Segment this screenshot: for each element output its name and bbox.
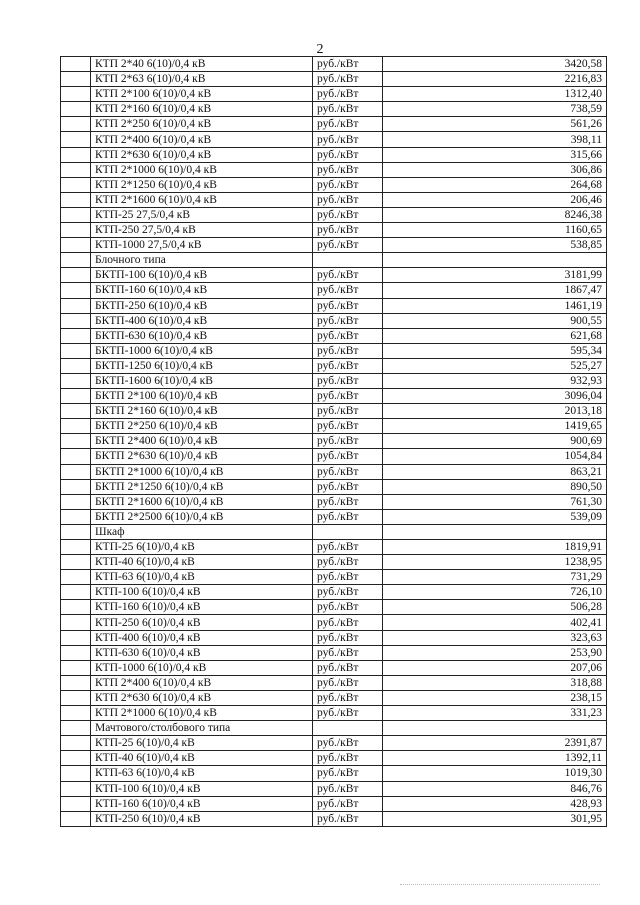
unit-cell: руб./кВт <box>313 162 383 177</box>
index-cell <box>61 419 91 434</box>
table-row <box>61 449 607 464</box>
price-value: 2391,87 <box>383 736 607 751</box>
unit-cell: руб./кВт <box>313 675 383 690</box>
price-value: 539,09 <box>383 509 607 524</box>
table-row <box>61 766 607 781</box>
unit-cell: руб./кВт <box>313 373 383 388</box>
index-cell <box>61 313 91 328</box>
index-cell <box>61 555 91 570</box>
unit-cell: руб./кВт <box>313 117 383 132</box>
price-value: 315,66 <box>383 147 607 162</box>
equipment-name: КТП 2*63 6(10)/0,4 кВ <box>91 72 313 87</box>
equipment-name: КТП 2*1600 6(10)/0,4 кВ <box>91 192 313 207</box>
index-cell <box>61 328 91 343</box>
price-value <box>383 721 607 736</box>
index-cell <box>61 132 91 147</box>
index-cell <box>61 524 91 539</box>
index-cell <box>61 645 91 660</box>
price-value: 8246,38 <box>383 207 607 222</box>
index-cell <box>61 721 91 736</box>
unit-cell: руб./кВт <box>313 298 383 313</box>
index-cell <box>61 464 91 479</box>
unit-cell: руб./кВт <box>313 283 383 298</box>
price-value: 1392,11 <box>383 751 607 766</box>
section-title: Блочного типа <box>91 253 313 268</box>
equipment-name: КТП 2*400 6(10)/0,4 кВ <box>91 132 313 147</box>
section-row <box>61 253 607 268</box>
index-cell <box>61 479 91 494</box>
index-cell <box>61 283 91 298</box>
equipment-name: КТП-160 6(10)/0,4 кВ <box>91 600 313 615</box>
unit-cell: руб./кВт <box>313 147 383 162</box>
unit-cell: руб./кВт <box>313 464 383 479</box>
unit-cell: руб./кВт <box>313 630 383 645</box>
equipment-name: БКТП-100 6(10)/0,4 кВ <box>91 268 313 283</box>
unit-cell: руб./кВт <box>313 132 383 147</box>
index-cell <box>61 207 91 222</box>
index-cell <box>61 358 91 373</box>
index-cell <box>61 162 91 177</box>
scan-artifact <box>400 884 600 887</box>
table-row <box>61 660 607 675</box>
table-row <box>61 147 607 162</box>
table-row <box>61 706 607 721</box>
price-value: 731,29 <box>383 570 607 585</box>
index-cell <box>61 615 91 630</box>
table-row <box>61 600 607 615</box>
unit-cell: руб./кВт <box>313 313 383 328</box>
index-cell <box>61 766 91 781</box>
equipment-name: БКТП 2*630 6(10)/0,4 кВ <box>91 449 313 464</box>
equipment-name: КТП-63 6(10)/0,4 кВ <box>91 570 313 585</box>
equipment-name: БКТП 2*2500 6(10)/0,4 кВ <box>91 509 313 524</box>
table-row <box>61 72 607 87</box>
equipment-name: КТП-25 6(10)/0,4 кВ <box>91 540 313 555</box>
index-cell <box>61 570 91 585</box>
unit-cell: руб./кВт <box>313 585 383 600</box>
equipment-name: КТП-63 6(10)/0,4 кВ <box>91 766 313 781</box>
price-value: 738,59 <box>383 102 607 117</box>
table-row <box>61 736 607 751</box>
price-value: 1054,84 <box>383 449 607 464</box>
table-row <box>61 404 607 419</box>
equipment-name: КТП 2*1250 6(10)/0,4 кВ <box>91 177 313 192</box>
table-row <box>61 117 607 132</box>
equipment-name: КТП-40 6(10)/0,4 кВ <box>91 555 313 570</box>
unit-cell: руб./кВт <box>313 192 383 207</box>
equipment-name: КТП-250 6(10)/0,4 кВ <box>91 811 313 826</box>
equipment-name: КТП-100 6(10)/0,4 кВ <box>91 585 313 600</box>
index-cell <box>61 72 91 87</box>
index-cell <box>61 253 91 268</box>
price-value: 3096,04 <box>383 389 607 404</box>
index-cell <box>61 509 91 524</box>
table-row <box>61 132 607 147</box>
index-cell <box>61 811 91 826</box>
price-value: 264,68 <box>383 177 607 192</box>
table-row <box>61 464 607 479</box>
table-row <box>61 781 607 796</box>
table-row <box>61 811 607 826</box>
index-cell <box>61 630 91 645</box>
equipment-name: БКТП 2*400 6(10)/0,4 кВ <box>91 434 313 449</box>
unit-cell: руб./кВт <box>313 419 383 434</box>
index-cell <box>61 796 91 811</box>
table-row <box>61 268 607 283</box>
index-cell <box>61 585 91 600</box>
equipment-name: КТП 2*630 6(10)/0,4 кВ <box>91 690 313 705</box>
price-value: 2216,83 <box>383 72 607 87</box>
index-cell <box>61 238 91 253</box>
equipment-name: КТП-630 6(10)/0,4 кВ <box>91 645 313 660</box>
equipment-name: КТП-1000 27,5/0,4 кВ <box>91 238 313 253</box>
index-cell <box>61 404 91 419</box>
index-cell <box>61 192 91 207</box>
unit-cell: руб./кВт <box>313 223 383 238</box>
table-row <box>61 298 607 313</box>
equipment-name: КТП 2*400 6(10)/0,4 кВ <box>91 675 313 690</box>
price-value: 538,85 <box>383 238 607 253</box>
unit-cell <box>313 524 383 539</box>
price-value: 402,41 <box>383 615 607 630</box>
unit-cell: руб./кВт <box>313 615 383 630</box>
unit-cell: руб./кВт <box>313 736 383 751</box>
table-row <box>61 57 607 72</box>
equipment-name: БКТП-630 6(10)/0,4 кВ <box>91 328 313 343</box>
price-value: 3420,58 <box>383 57 607 72</box>
price-value: 318,88 <box>383 675 607 690</box>
unit-cell: руб./кВт <box>313 268 383 283</box>
price-value: 1312,40 <box>383 87 607 102</box>
table-row <box>61 645 607 660</box>
table-row <box>61 223 607 238</box>
table-row <box>61 389 607 404</box>
price-value: 306,86 <box>383 162 607 177</box>
price-value: 206,46 <box>383 192 607 207</box>
page-number: 2 <box>316 42 324 57</box>
index-cell <box>61 389 91 404</box>
price-value: 506,28 <box>383 600 607 615</box>
table-row <box>61 796 607 811</box>
price-value: 900,55 <box>383 313 607 328</box>
unit-cell: руб./кВт <box>313 509 383 524</box>
table-row <box>61 494 607 509</box>
unit-cell <box>313 721 383 736</box>
price-value: 525,27 <box>383 358 607 373</box>
table-row <box>61 162 607 177</box>
equipment-name: КТП 2*160 6(10)/0,4 кВ <box>91 102 313 117</box>
price-value: 331,23 <box>383 706 607 721</box>
section-title: Шкаф <box>91 524 313 539</box>
unit-cell: руб./кВт <box>313 404 383 419</box>
table-row <box>61 192 607 207</box>
price-value: 890,50 <box>383 479 607 494</box>
unit-cell: руб./кВт <box>313 207 383 222</box>
equipment-name: БКТП 2*1250 6(10)/0,4 кВ <box>91 479 313 494</box>
equipment-name: КТП 2*100 6(10)/0,4 кВ <box>91 87 313 102</box>
price-value: 595,34 <box>383 343 607 358</box>
equipment-name: КТП-400 6(10)/0,4 кВ <box>91 630 313 645</box>
unit-cell: руб./кВт <box>313 494 383 509</box>
unit-cell: руб./кВт <box>313 102 383 117</box>
unit-cell: руб./кВт <box>313 555 383 570</box>
table-row <box>61 615 607 630</box>
index-cell <box>61 434 91 449</box>
price-value: 428,93 <box>383 796 607 811</box>
unit-cell: руб./кВт <box>313 540 383 555</box>
unit-cell: руб./кВт <box>313 811 383 826</box>
equipment-name: БКТП 2*1000 6(10)/0,4 кВ <box>91 464 313 479</box>
equipment-name: КТП 2*40 6(10)/0,4 кВ <box>91 57 313 72</box>
unit-cell <box>313 253 383 268</box>
equipment-name: КТП-40 6(10)/0,4 кВ <box>91 751 313 766</box>
price-value: 900,69 <box>383 434 607 449</box>
equipment-name: БКТП 2*250 6(10)/0,4 кВ <box>91 419 313 434</box>
index-cell <box>61 494 91 509</box>
equipment-name: КТП-250 6(10)/0,4 кВ <box>91 615 313 630</box>
price-value: 932,93 <box>383 373 607 388</box>
unit-cell: руб./кВт <box>313 600 383 615</box>
price-value: 1819,91 <box>383 540 607 555</box>
tariff-table-body <box>61 57 607 827</box>
unit-cell: руб./кВт <box>313 389 383 404</box>
index-cell <box>61 675 91 690</box>
table-row <box>61 373 607 388</box>
section-row <box>61 524 607 539</box>
equipment-name: БКТП 2*160 6(10)/0,4 кВ <box>91 404 313 419</box>
table-row <box>61 675 607 690</box>
table-row <box>61 358 607 373</box>
price-value: 398,11 <box>383 132 607 147</box>
equipment-name: БКТП 2*100 6(10)/0,4 кВ <box>91 389 313 404</box>
table-row <box>61 207 607 222</box>
table-row <box>61 630 607 645</box>
index-cell <box>61 87 91 102</box>
price-value: 1419,65 <box>383 419 607 434</box>
price-value: 1238,95 <box>383 555 607 570</box>
equipment-name: КТП-1000 6(10)/0,4 кВ <box>91 660 313 675</box>
unit-cell: руб./кВт <box>313 238 383 253</box>
index-cell <box>61 736 91 751</box>
unit-cell: руб./кВт <box>313 72 383 87</box>
price-value: 846,76 <box>383 781 607 796</box>
table-row <box>61 509 607 524</box>
price-value: 1160,65 <box>383 223 607 238</box>
price-value: 1867,47 <box>383 283 607 298</box>
index-cell <box>61 57 91 72</box>
equipment-name: КТП-250 27,5/0,4 кВ <box>91 223 313 238</box>
unit-cell: руб./кВт <box>313 449 383 464</box>
index-cell <box>61 373 91 388</box>
equipment-name: КТП 2*250 6(10)/0,4 кВ <box>91 117 313 132</box>
price-value: 207,06 <box>383 660 607 675</box>
unit-cell: руб./кВт <box>313 706 383 721</box>
equipment-name: КТП-100 6(10)/0,4 кВ <box>91 781 313 796</box>
unit-cell: руб./кВт <box>313 751 383 766</box>
index-cell <box>61 147 91 162</box>
unit-cell: руб./кВт <box>313 660 383 675</box>
index-cell <box>61 540 91 555</box>
price-value: 3181,99 <box>383 268 607 283</box>
unit-cell: руб./кВт <box>313 781 383 796</box>
price-value: 238,15 <box>383 690 607 705</box>
price-value <box>383 524 607 539</box>
price-value: 1461,19 <box>383 298 607 313</box>
price-value: 561,26 <box>383 117 607 132</box>
unit-cell: руб./кВт <box>313 690 383 705</box>
index-cell <box>61 690 91 705</box>
price-value: 761,30 <box>383 494 607 509</box>
table-row <box>61 479 607 494</box>
index-cell <box>61 102 91 117</box>
table-row <box>61 751 607 766</box>
index-cell <box>61 343 91 358</box>
equipment-name: БКТП-400 6(10)/0,4 кВ <box>91 313 313 328</box>
equipment-name: КТП 2*630 6(10)/0,4 кВ <box>91 147 313 162</box>
equipment-name: КТП 2*1000 6(10)/0,4 кВ <box>91 706 313 721</box>
section-title: Мачтового/столбового типа <box>91 721 313 736</box>
unit-cell: руб./кВт <box>313 766 383 781</box>
unit-cell: руб./кВт <box>313 645 383 660</box>
unit-cell: руб./кВт <box>313 328 383 343</box>
table-row <box>61 434 607 449</box>
index-cell <box>61 449 91 464</box>
equipment-name: КТП-25 27,5/0,4 кВ <box>91 207 313 222</box>
unit-cell: руб./кВт <box>313 434 383 449</box>
table-row <box>61 238 607 253</box>
tariff-table <box>60 56 607 827</box>
equipment-name: КТП-25 6(10)/0,4 кВ <box>91 736 313 751</box>
price-value: 863,21 <box>383 464 607 479</box>
section-row <box>61 721 607 736</box>
index-cell <box>61 600 91 615</box>
table-row <box>61 570 607 585</box>
index-cell <box>61 660 91 675</box>
equipment-name: БКТП 2*1600 6(10)/0,4 кВ <box>91 494 313 509</box>
table-row <box>61 555 607 570</box>
equipment-name: КТП-160 6(10)/0,4 кВ <box>91 796 313 811</box>
equipment-name: БКТП-1000 6(10)/0,4 кВ <box>91 343 313 358</box>
price-value <box>383 253 607 268</box>
price-value: 323,63 <box>383 630 607 645</box>
index-cell <box>61 298 91 313</box>
table-row <box>61 313 607 328</box>
price-value: 301,95 <box>383 811 607 826</box>
price-value: 1019,30 <box>383 766 607 781</box>
table-row <box>61 419 607 434</box>
table-row <box>61 690 607 705</box>
price-value: 2013,18 <box>383 404 607 419</box>
table-row <box>61 328 607 343</box>
table-row <box>61 343 607 358</box>
price-value: 621,68 <box>383 328 607 343</box>
table-row <box>61 177 607 192</box>
index-cell <box>61 223 91 238</box>
unit-cell: руб./кВт <box>313 57 383 72</box>
index-cell <box>61 706 91 721</box>
index-cell <box>61 751 91 766</box>
unit-cell: руб./кВт <box>313 479 383 494</box>
table-row <box>61 540 607 555</box>
equipment-name: БКТП-250 6(10)/0,4 кВ <box>91 298 313 313</box>
table-row <box>61 87 607 102</box>
table-row <box>61 102 607 117</box>
index-cell <box>61 177 91 192</box>
index-cell <box>61 781 91 796</box>
equipment-name: БКТП-1250 6(10)/0,4 кВ <box>91 358 313 373</box>
table-row <box>61 283 607 298</box>
price-value: 726,10 <box>383 585 607 600</box>
table-row <box>61 585 607 600</box>
equipment-name: БКТП-1600 6(10)/0,4 кВ <box>91 373 313 388</box>
unit-cell: руб./кВт <box>313 358 383 373</box>
index-cell <box>61 117 91 132</box>
unit-cell: руб./кВт <box>313 343 383 358</box>
unit-cell: руб./кВт <box>313 87 383 102</box>
unit-cell: руб./кВт <box>313 796 383 811</box>
unit-cell: руб./кВт <box>313 570 383 585</box>
price-value: 253,90 <box>383 645 607 660</box>
unit-cell: руб./кВт <box>313 177 383 192</box>
equipment-name: БКТП-160 6(10)/0,4 кВ <box>91 283 313 298</box>
equipment-name: КТП 2*1000 6(10)/0,4 кВ <box>91 162 313 177</box>
index-cell <box>61 268 91 283</box>
